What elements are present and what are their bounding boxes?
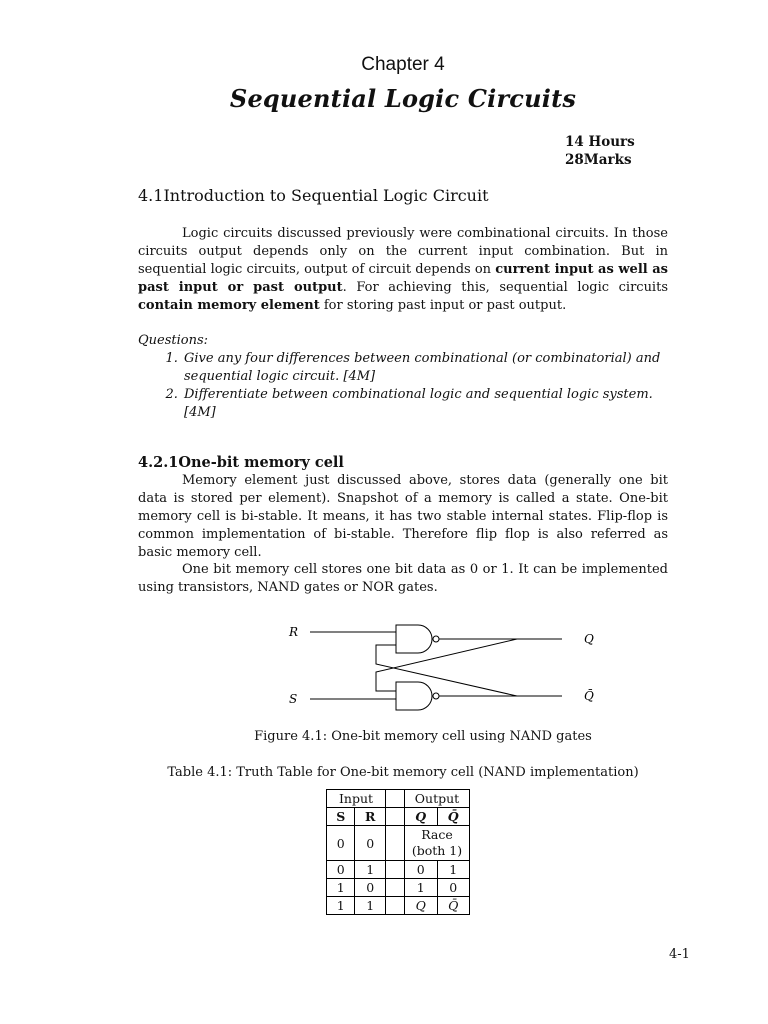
- question-item: 1. Give any four differences between combinational (or combinatorial) and sequential logic circuit. [4M]: [182, 350, 668, 386]
- header-s: S: [327, 808, 355, 826]
- table-spacer: [386, 790, 405, 808]
- para-bold-text: current input as well as past input or past output: [138, 262, 668, 295]
- questions-label: Questions:: [138, 333, 209, 348]
- chapter-title: Sequential Logic Circuits: [229, 84, 577, 113]
- header-input: Input: [327, 790, 386, 808]
- section-4-1-heading: 4.1Introduction to Sequential Logic Circuit: [138, 186, 489, 205]
- figure-caption: Figure 4.1: One-bit memory cell using NAND gates: [254, 729, 592, 744]
- table-cell: 0: [405, 861, 438, 879]
- table-spacer: [386, 808, 405, 826]
- hours-label: 14 Hours: [565, 134, 635, 150]
- marks-label: 28Marks: [565, 152, 632, 168]
- nand-bubble-bottom: [433, 693, 439, 699]
- question-item: 2. Differentiate between combinational logic and sequential logic system. [4M]: [182, 386, 668, 422]
- table-row: [327, 861, 470, 879]
- table-cell: 1: [327, 879, 355, 897]
- table-cell: 1: [355, 861, 386, 879]
- chapter-meta: [565, 133, 635, 169]
- table-cell: 0: [327, 826, 355, 861]
- table-cell-race: [405, 826, 470, 861]
- para-bold-text: contain memory element: [138, 298, 320, 313]
- questions-list: [138, 350, 668, 422]
- table-cell: 1: [355, 897, 386, 915]
- race-note: (both 1): [411, 843, 463, 858]
- table-spacer: [386, 826, 405, 861]
- race-label: Race: [421, 827, 453, 842]
- table-header-group-row: [327, 790, 470, 808]
- nand-gate-bottom: [396, 682, 432, 710]
- label-r: R: [289, 625, 299, 639]
- table-caption: Table 4.1: Truth Table for One-bit memory cell (NAND implementation): [167, 765, 639, 780]
- table-cell: 0: [327, 861, 355, 879]
- para-text: . For achieving this, sequential logic circuits: [342, 280, 668, 295]
- table-row: [327, 826, 470, 861]
- truth-table: [326, 789, 470, 915]
- table-row: [327, 879, 470, 897]
- table-cell: 1: [405, 879, 438, 897]
- nand-latch-diagram: [280, 615, 600, 725]
- section-4-1-paragraph: [138, 225, 668, 315]
- page-number: 4-1: [669, 947, 690, 962]
- label-q: Q: [584, 632, 594, 646]
- nand-gate-top: [396, 625, 432, 653]
- section-4-2-1-paragraph-1: Memory element just discussed above, stores data (generally one bit data is stored per element). Snapshot of a memory is called a state. One-bit memory cell is bi-stable. It means, it has two stable internal states. Flip-flop is common implementation of bi-stable. Therefore flip flop is also referred as basic memory cell.: [138, 473, 668, 560]
- table-cell: Q: [405, 897, 438, 915]
- section-4-2-1-heading: 4.2.1One-bit memory cell: [138, 454, 344, 471]
- table-row: [327, 897, 470, 915]
- table-spacer: [386, 861, 405, 879]
- para-text: for storing past input or past output.: [319, 298, 567, 313]
- nand-bubble-top: [433, 636, 439, 642]
- header-output: Output: [405, 790, 470, 808]
- para-text: Logic circuits discussed previously were combinational circuits. In those circuits output depends only on the current input combination. But in sequential logic circuits, output of circuit depends on: [138, 226, 668, 277]
- table-cell: Q̄: [437, 897, 470, 915]
- header-q: Q: [405, 808, 438, 826]
- table-cell: 1: [437, 861, 470, 879]
- feedback-q: [376, 639, 517, 691]
- chapter-number: Chapter 4: [361, 54, 445, 75]
- table-cell: 0: [355, 826, 386, 861]
- table-cell: 0: [355, 879, 386, 897]
- section-4-2-1-paragraph-2: One bit memory cell stores one bit data as 0 or 1. It can be implemented using transistors, NAND gates or NOR gates.: [138, 562, 668, 595]
- label-s: S: [289, 692, 298, 706]
- header-qbar: Q̄: [437, 808, 470, 826]
- table-spacer: [386, 897, 405, 915]
- label-qbar: Q̄: [584, 689, 594, 703]
- header-r: R: [355, 808, 386, 826]
- table-header-row: [327, 808, 470, 826]
- questions-block: [138, 332, 668, 422]
- table-cell: 0: [437, 879, 470, 897]
- table-cell: 1: [327, 897, 355, 915]
- table-spacer: [386, 879, 405, 897]
